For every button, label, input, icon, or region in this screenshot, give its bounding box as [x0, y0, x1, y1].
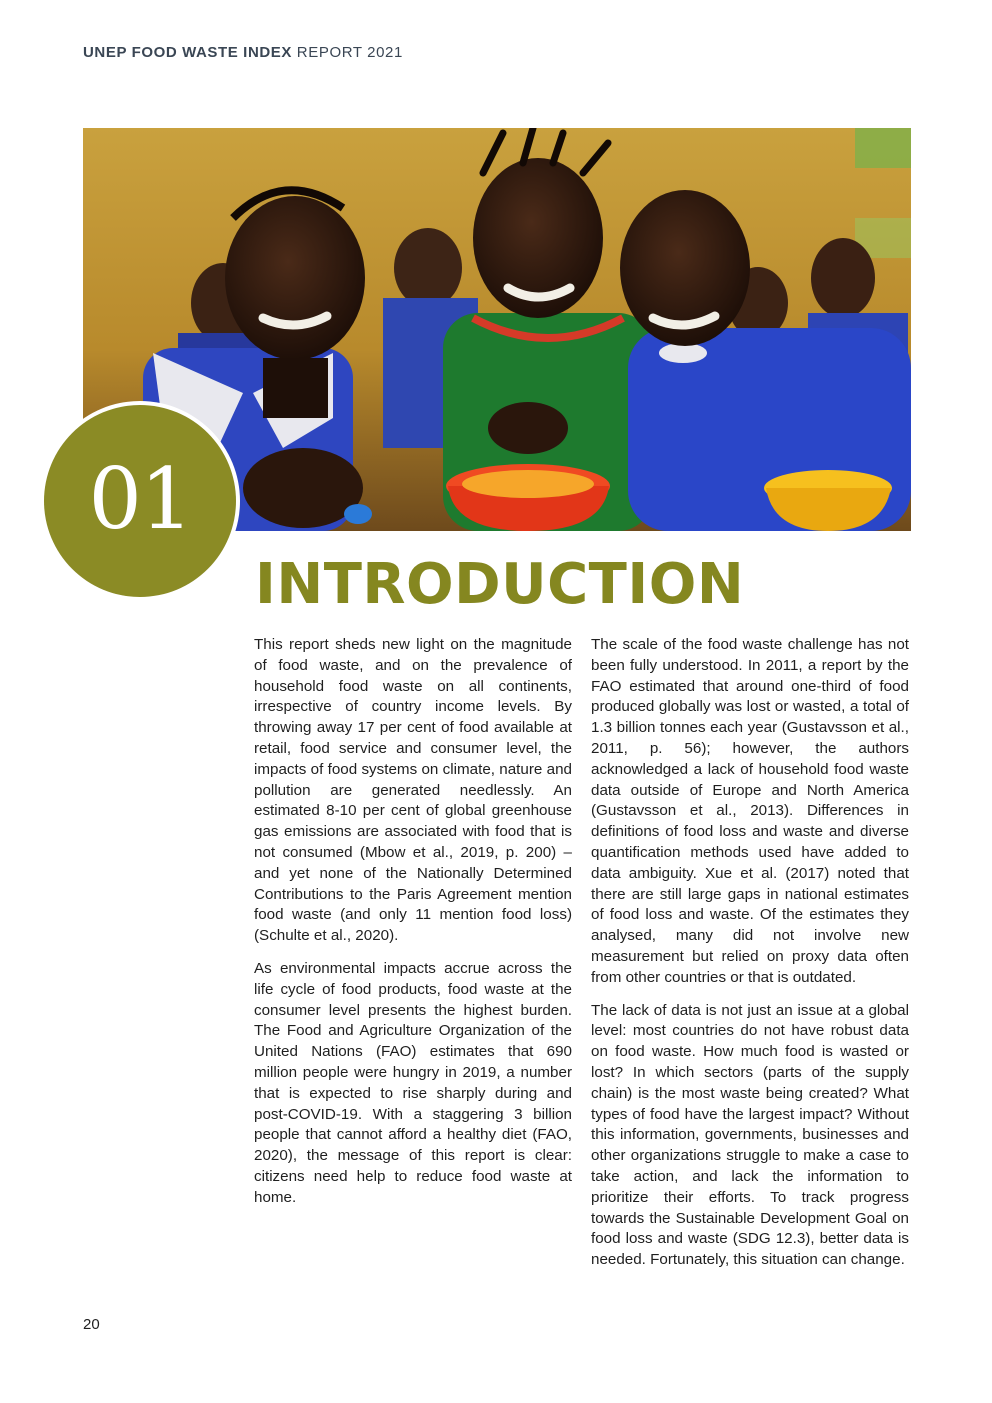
page-number: 20	[83, 1316, 100, 1333]
paragraph: This report sheds new light on the magnitude of food waste, and on the prevalence of household food waste on all continents, irrespective of country income levels. By throwing away 17 per cent of food available at retail, food service and consumer level, the impacts of food systems on climate, nature and pollution are generated needlessly. An estimated 8-10 per cent of global greenhouse gas emissions are associated with food that is not consumed (Mbow et al., 2019, p. 200) – and yet none of the Nationally Determined Contributions to the Paris Agreement mention food waste (and only 11 mention food loss) (Schulte et al., 2020).	[254, 636, 572, 945]
report-title: UNEP FOOD WASTE INDEX	[83, 44, 293, 61]
chapter-title: INTRODUCTION	[255, 552, 745, 617]
chapter-number-disc	[44, 405, 236, 597]
paragraph: The scale of the food waste challenge has not been fully understood. In 2011, a report by the FAO estimated that around one-third of food produced globally was lost or wasted, a total of 1.3 billion tonnes each year (Gustavsson et al., 2011, p. 56); however, the authors acknowledged a lack of household food waste data outside of Europe and North America (Gustavsson et al., 2013). Differences in definitions of food loss and waste and diverse quantification methods used have added to data ambiguity. Xue et al. (2017) noted that there are still large gaps in national estimates of food loss and waste. Of the estimates they analysed, many did not involve new measurement but relied on proxy data often from other countries or that is outdated.	[591, 636, 909, 986]
chapter-badge	[40, 401, 240, 601]
paragraph: As environmental impacts accrue across the life cycle of food products, food waste at the consumer level presents the highest burden. The Food and Agriculture Organization of the United Nations (FAO) estimates that 690 million people were hungry in 2019, a number that is expected to rise sharply during and post-COVID-19. With a staggering 3 billion people that cannot afford a healthy diet (FAO, 2020), the message of this report is clear: citizens need help to reduce food waste at home.	[254, 959, 572, 1206]
body-column-right	[591, 635, 909, 1283]
chapter-number: 01	[88, 450, 192, 548]
paragraph: The lack of data is not just an issue at a global level: most countries do not have robust data on food waste. How much food is wasted or lost? In which sectors (parts of the supply chain) is the most waste being created? What types of food have the largest impact? Without this information, governments, businesses and other organizations struggle to make a case to take action, and lack the information to prioritize their efforts. To track progress towards the Sustainable Development Goal on food loss and waste (SDG 12.3), better data is needed. Fortunately, this situation can change.	[591, 1001, 909, 1269]
report-subtitle: REPORT 2021	[296, 44, 403, 61]
body-column-left	[254, 635, 572, 1221]
running-header	[83, 44, 403, 61]
